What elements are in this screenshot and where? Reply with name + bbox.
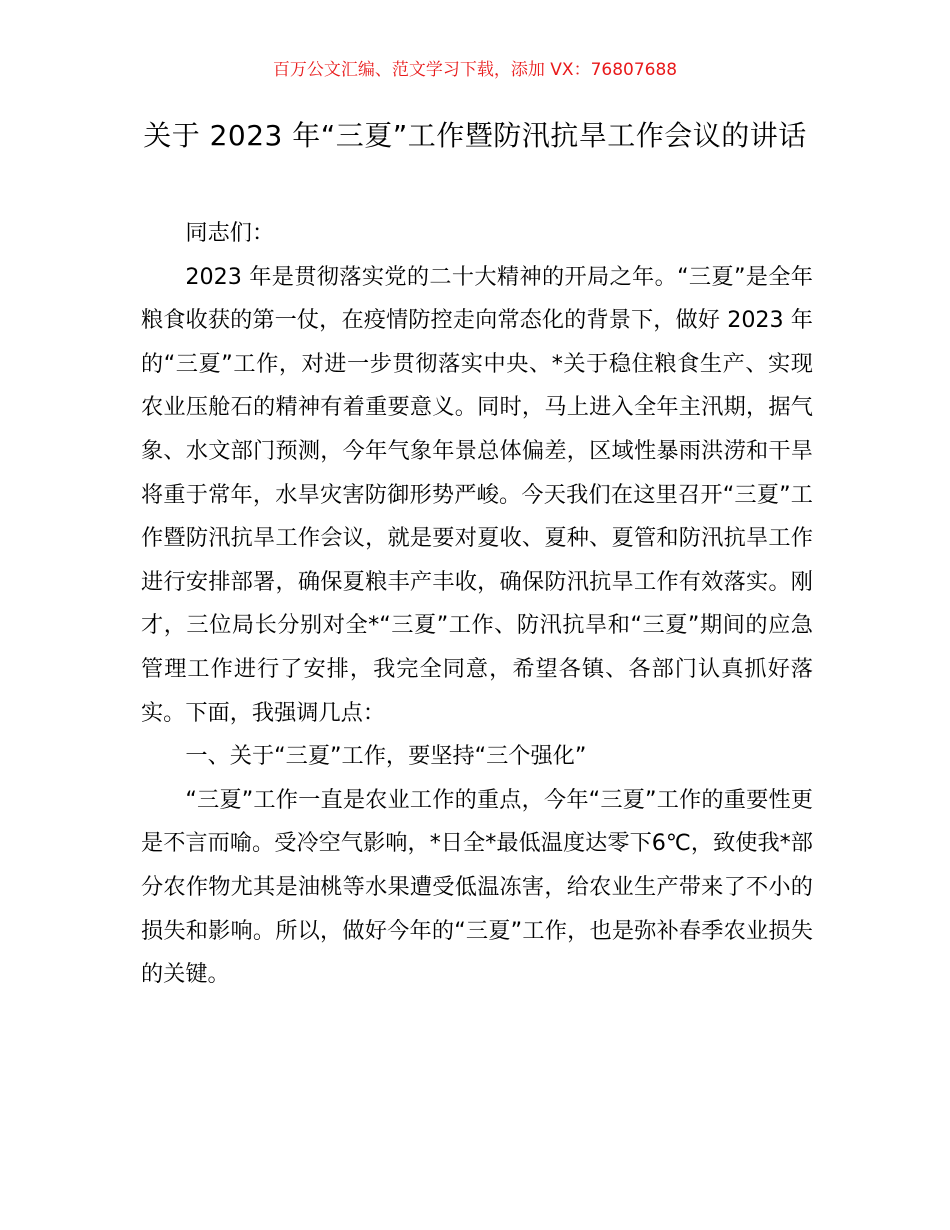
section-heading: 一、关于“三夏”工作，要坚持“三个强化” (185, 743, 587, 770)
document-title: 关于 2023 年“三夏”工作暨防汛抗旱工作会议的讲话 (143, 119, 807, 152)
document-body (141, 212, 813, 997)
paragraph-section-one: “三夏”工作一直是农业工作的重点，今年“三夏”工作的重要性更是不言而喻。受冷空气影响，*日全*最低温度达零下6℃，致使我*部分农作物尤其是油桃等水果遭受低温冻害，给农业生产带来了不小的损失和影响。所以，做好今年的“三夏”工作，也是弥补春季农业损失的关键。 (141, 786, 813, 988)
promo-header: 百万公文汇编、范文学习下载，添加 VX：76807688 (272, 60, 678, 80)
paragraph-intro: 2023 年是贯彻落实党的二十大精神的开局之年。“三夏”是全年粮食收获的第一仗，在疫情防控走向常态化的背景下，做好 2023 年的“三夏”工作，对进一步贯彻落实中央、*关于稳住粮食生产、实现农业压舱石的精神有着重要意义。同时，马上进入全年主汛期，据气象、水文部门预测，今年气象年景总体偏差，区域性暴雨洪涝和干旱将重于常年，水旱灾害防御形势严峻。今天我们在这里召开“三夏”工作暨防汛抗旱工作会议，就是要对夏收、夏种、夏管和防汛抗旱工作进行安排部署，确保夏粮丰产丰收，确保防汛抗旱工作有效落实。刚才，三位局长分别对全*“三夏”工作、防汛抗旱和“三夏”期间的应急管理工作进行了安排，我完全同意，希望各镇、各部门认真抓好落实。下面，我强调几点： (141, 263, 813, 726)
salutation: 同志们： (185, 220, 275, 246)
